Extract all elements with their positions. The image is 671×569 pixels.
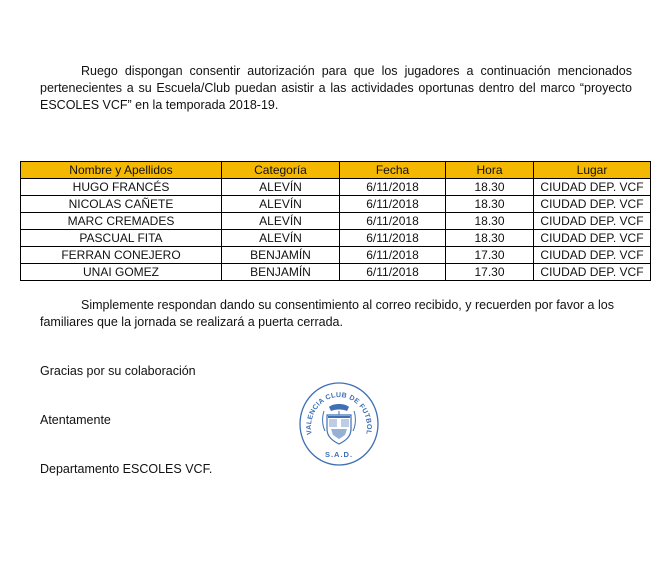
cell-date: 6/11/2018	[340, 264, 446, 281]
table-row	[21, 247, 651, 264]
intro-paragraph	[40, 63, 632, 114]
cell-category: ALEVÍN	[222, 179, 340, 196]
table-row	[21, 179, 651, 196]
cell-category: ALEVÍN	[222, 230, 340, 247]
cell-time: 18.30	[446, 213, 534, 230]
cell-date: 6/11/2018	[340, 247, 446, 264]
cell-name: HUGO FRANCÉS	[21, 179, 222, 196]
stamp-sad-text: S.A.D.	[324, 450, 354, 459]
cell-time: 18.30	[446, 196, 534, 213]
department-signature: Departamento ESCOLES VCF.	[40, 462, 213, 476]
club-stamp-logo	[298, 381, 380, 467]
table-row	[21, 213, 651, 230]
thanks-text: Gracias por su colaboración	[40, 364, 196, 378]
cell-category: BENJAMÍN	[222, 264, 340, 281]
cell-date: 6/11/2018	[340, 196, 446, 213]
closing-paragraph	[40, 297, 630, 331]
cell-place: CIUDAD DEP. VCF	[534, 230, 651, 247]
cell-name: MARC CREMADES	[21, 213, 222, 230]
cell-date: 6/11/2018	[340, 213, 446, 230]
table-row	[21, 230, 651, 247]
bat-crest-icon	[323, 404, 356, 444]
cell-category: ALEVÍN	[222, 213, 340, 230]
regards-text: Atentamente	[40, 413, 111, 427]
closing-line-2: familiares que la jornada se realizará a puerta cerrada.	[40, 315, 343, 329]
table-header-row	[21, 162, 651, 179]
intro-line-1: Ruego dispongan consentir autorización para que los jugadores a continuación mencionados	[81, 64, 632, 78]
cell-name: NICOLAS CAÑETE	[21, 196, 222, 213]
cell-time: 17.30	[446, 247, 534, 264]
cell-name: UNAI GOMEZ	[21, 264, 222, 281]
cell-place: CIUDAD DEP. VCF	[534, 213, 651, 230]
cell-time: 17.30	[446, 264, 534, 281]
cell-name: FERRAN CONEJERO	[21, 247, 222, 264]
cell-name: PASCUAL FITA	[21, 230, 222, 247]
table-row	[21, 196, 651, 213]
cell-place: CIUDAD DEP. VCF	[534, 179, 651, 196]
closing-line-1: Simplemente respondan dando su consentimiento al correo recibido, y recuerden por favor a los	[81, 298, 614, 312]
header-time: Hora	[446, 162, 534, 179]
intro-line-2: pertenecientes a su Escuela/Club puedan asistir a las actividades oportunas dentro del marco “proyecto	[40, 81, 632, 95]
header-name: Nombre y Apellidos	[21, 162, 222, 179]
cell-category: ALEVÍN	[222, 196, 340, 213]
players-table	[20, 161, 651, 281]
stamp-arc-text: VALENCIA CLUB DE FUTBOL	[305, 392, 373, 436]
header-category: Categoría	[222, 162, 340, 179]
header-place: Lugar	[534, 162, 651, 179]
header-date: Fecha	[340, 162, 446, 179]
cell-time: 18.30	[446, 179, 534, 196]
cell-date: 6/11/2018	[340, 179, 446, 196]
cell-date: 6/11/2018	[340, 230, 446, 247]
cell-place: CIUDAD DEP. VCF	[534, 264, 651, 281]
table-row	[21, 264, 651, 281]
cell-time: 18.30	[446, 230, 534, 247]
cell-place: CIUDAD DEP. VCF	[534, 196, 651, 213]
cell-category: BENJAMÍN	[222, 247, 340, 264]
cell-place: CIUDAD DEP. VCF	[534, 247, 651, 264]
intro-line-3: ESCOLES VCF” en la temporada 2018-19.	[40, 98, 279, 112]
